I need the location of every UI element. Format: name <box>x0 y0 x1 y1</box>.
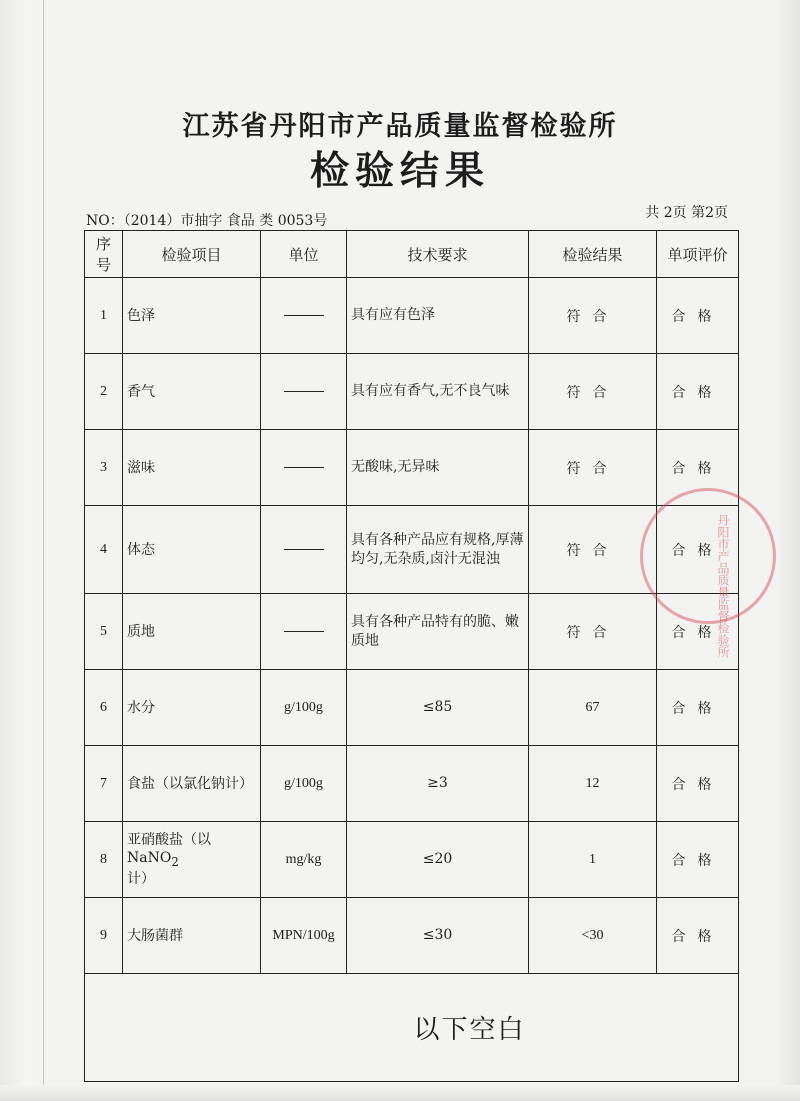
cell-unit: MPN/100g <box>261 898 347 974</box>
table-row <box>85 670 739 746</box>
cell-result: 1 <box>529 822 657 898</box>
table-header-row <box>85 231 739 278</box>
official-seal-text: 丹阳市产品质量监督检验所 <box>716 514 730 658</box>
cell-requirement: 具有各种产品特有的脆、嫩质地 <box>347 594 529 670</box>
table-row <box>85 822 739 898</box>
cell-requirement: 具有各种产品应有规格,厚薄均匀,无杂质,卤汁无混浊 <box>347 506 529 594</box>
item-main-text: 亚硝酸盐（以NaNO <box>127 831 211 866</box>
cell-no: 4 <box>85 506 123 594</box>
table-row <box>85 278 739 354</box>
cell-evaluation: 合格 <box>657 822 739 898</box>
cell-requirement: 无酸味,无异味 <box>347 430 529 506</box>
col-header-evaluation: 单项评价 <box>657 231 739 278</box>
cell-result: 符合 <box>529 594 657 670</box>
dash-mark <box>284 391 324 392</box>
cell-unit <box>261 430 347 506</box>
table-row <box>85 354 739 430</box>
cell-item: 水分 <box>123 670 261 746</box>
cell-result: <30 <box>529 898 657 974</box>
item-tail-text: 计） <box>127 871 155 888</box>
results-table-container <box>84 230 738 1048</box>
cell-no: 9 <box>85 898 123 974</box>
cell-evaluation: 合格 <box>657 746 739 822</box>
blank-note: 以下空白 <box>85 974 739 1082</box>
col-header-result: 检验结果 <box>529 231 657 278</box>
cell-no: 3 <box>85 430 123 506</box>
cell-requirement: 具有应有香气,无不良气味 <box>347 354 529 430</box>
organization-title: 江苏省丹阳市产品质量监督检验所 <box>182 111 618 142</box>
cell-no: 2 <box>85 354 123 430</box>
cell-unit: g/100g <box>261 746 347 822</box>
cell-result: 符合 <box>529 354 657 430</box>
table-row <box>85 746 739 822</box>
dash-mark <box>284 467 324 468</box>
dash-mark <box>284 631 324 632</box>
cell-requirement: ≤20 <box>347 822 529 898</box>
cell-no: 1 <box>85 278 123 354</box>
cell-result: 符合 <box>529 278 657 354</box>
document-title: 检验结果 <box>309 148 490 194</box>
cell-evaluation: 合格 <box>657 594 739 670</box>
cell-evaluation: 合格 <box>657 670 739 746</box>
col-header-no: 序号 <box>85 231 123 278</box>
item-subscript: 2 <box>171 854 179 869</box>
table-row <box>85 594 739 670</box>
cell-unit <box>261 278 347 354</box>
cell-no: 8 <box>85 822 123 898</box>
cell-item: 体态 <box>123 506 261 594</box>
col-header-requirement: 技术要求 <box>347 231 529 278</box>
col-header-item: 检验项目 <box>123 231 261 278</box>
table-row <box>85 430 739 506</box>
col-header-unit: 单位 <box>261 231 347 278</box>
results-table <box>84 230 739 1082</box>
cell-requirement: ≥3 <box>347 746 529 822</box>
cell-unit <box>261 354 347 430</box>
cell-result: 12 <box>529 746 657 822</box>
cell-item: 香气 <box>123 354 261 430</box>
cell-no: 5 <box>85 594 123 670</box>
dash-mark <box>284 549 324 550</box>
cell-evaluation: 合格 <box>657 278 739 354</box>
cell-requirement: 具有应有色泽 <box>347 278 529 354</box>
blank-note-row <box>85 974 739 1082</box>
table-row <box>85 898 739 974</box>
cell-unit: mg/kg <box>261 822 347 898</box>
cell-evaluation: 合格 <box>657 430 739 506</box>
cell-item: 滋味 <box>123 430 261 506</box>
cell-item: 色泽 <box>123 278 261 354</box>
cell-result: 67 <box>529 670 657 746</box>
cell-no: 7 <box>85 746 123 822</box>
cell-evaluation: 合格 <box>657 506 739 594</box>
cell-unit <box>261 506 347 594</box>
cell-requirement: ≤30 <box>347 898 529 974</box>
cell-requirement: ≤85 <box>347 670 529 746</box>
cell-unit <box>261 594 347 670</box>
cell-evaluation: 合格 <box>657 898 739 974</box>
cell-result: 符合 <box>529 430 657 506</box>
cell-evaluation: 合格 <box>657 354 739 430</box>
scan-edge-bottom <box>0 1085 800 1101</box>
cell-no: 6 <box>85 670 123 746</box>
page-info: 共 2页 第2页 <box>645 205 728 221</box>
document-number: NO：（2014）市抽字 食品 类 0053号 <box>86 213 328 229</box>
cell-item: 质地 <box>123 594 261 670</box>
cell-item <box>123 822 261 898</box>
cell-item: 大肠菌群 <box>123 898 261 974</box>
dash-mark <box>284 315 324 316</box>
cell-result: 符合 <box>529 506 657 594</box>
cell-item: 食盐（以氯化钠计） <box>123 746 261 822</box>
cell-unit: g/100g <box>261 670 347 746</box>
